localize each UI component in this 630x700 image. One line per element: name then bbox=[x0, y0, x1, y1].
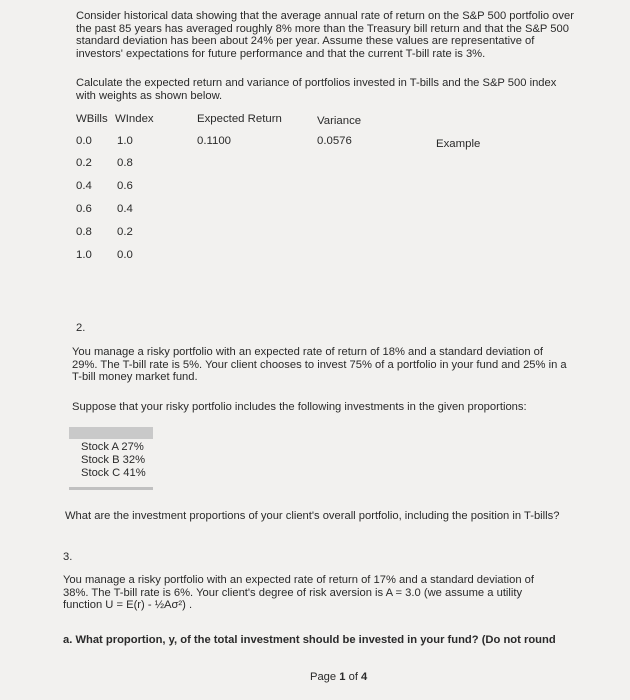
page-footer bbox=[310, 671, 367, 684]
cell-windex: 1.0 bbox=[117, 135, 133, 147]
header-wbills: WBills bbox=[76, 113, 108, 125]
q2-line: 29%. The T-bill rate is 5%. Your client chooses to invest 75% of a portfolio in your fund and 25% in a bbox=[72, 358, 567, 371]
cell-wbills: 1.0 bbox=[76, 249, 92, 261]
intro-line: Consider historical data showing that the average annual rate of return on the S&P 500 portfolio over bbox=[76, 10, 574, 22]
cell-wbills: 0.4 bbox=[76, 180, 92, 192]
cell-windex: 0.0 bbox=[117, 249, 133, 261]
q3-number: 3. bbox=[63, 551, 73, 563]
task-line: Calculate the expected return and variance of portfolios invested in T-bills and the S&P 500 index bbox=[76, 77, 557, 89]
example-label: Example bbox=[436, 138, 481, 150]
q3-line: function U = E(r) - ½Aσ²) . bbox=[63, 599, 193, 612]
cell-expected-return: 0.1100 bbox=[197, 135, 231, 147]
q2-question: What are the investment proportions of your client's overall portfolio, including the position in T-bills? bbox=[65, 510, 560, 522]
q2-number: 2. bbox=[76, 322, 86, 334]
cell-windex: 0.6 bbox=[117, 180, 133, 192]
intro-line: investors' expectations for future performance and that the current T-bill rate is 3%. bbox=[76, 47, 486, 60]
q2-line: T-bill money market fund. bbox=[72, 371, 198, 384]
page-total: 4 bbox=[361, 671, 368, 683]
intro-paragraph bbox=[76, 10, 574, 60]
q3-line: 38%. The T-bill rate is 6%. Your client's degree of risk aversion is A = 3.0 (we assume a utility bbox=[63, 586, 523, 599]
stock-item: Stock C 41% bbox=[81, 467, 146, 479]
q3-line: You manage a risky portfolio with an expected rate of return of 17% and a standard deviation of bbox=[63, 574, 534, 586]
stock-item: Stock A 27% bbox=[81, 441, 144, 453]
cell-variance: 0.0576 bbox=[317, 135, 352, 147]
task-paragraph bbox=[76, 77, 556, 102]
cell-wbills: 0.6 bbox=[76, 203, 92, 215]
box-bottom-rule bbox=[69, 487, 153, 490]
of-label: of bbox=[348, 671, 358, 683]
cell-wbills: 0.8 bbox=[76, 226, 92, 238]
q2-paragraph bbox=[72, 346, 567, 384]
page-number: 1 bbox=[339, 671, 346, 683]
stock-list bbox=[81, 441, 146, 480]
header-windex: WIndex bbox=[115, 113, 154, 125]
page-label: Page bbox=[310, 671, 337, 683]
stock-item: Stock B 32% bbox=[81, 454, 146, 466]
cell-windex: 0.2 bbox=[117, 226, 133, 238]
cell-wbills: 0.2 bbox=[76, 157, 92, 169]
task-line: with weights as shown below. bbox=[76, 89, 223, 102]
q2-line: You manage a risky portfolio with an expected rate of return of 18% and a standard deviation of bbox=[72, 346, 543, 358]
cell-wbills: 0.0 bbox=[76, 135, 92, 147]
q2-suppose: Suppose that your risky portfolio includes the following investments in the given proportions: bbox=[72, 401, 527, 413]
stock-proportions-box bbox=[69, 427, 153, 491]
q3-part-a: a. What proportion, y, of the total investment should be invested in your fund? (Do not round bbox=[63, 634, 556, 646]
box-top-rule bbox=[69, 427, 153, 439]
header-variance: Variance bbox=[317, 115, 362, 127]
intro-line: the past 85 years has averaged roughly 8% more than the Treasury bill return and that the S&P 500 bbox=[76, 22, 569, 35]
cell-windex: 0.4 bbox=[117, 203, 133, 215]
q3-paragraph bbox=[63, 574, 534, 612]
intro-line: standard deviation has been about 24% per year. Assume these values are representative of bbox=[76, 35, 535, 48]
cell-windex: 0.8 bbox=[117, 157, 133, 169]
header-expected-return: Expected Return bbox=[197, 113, 282, 125]
